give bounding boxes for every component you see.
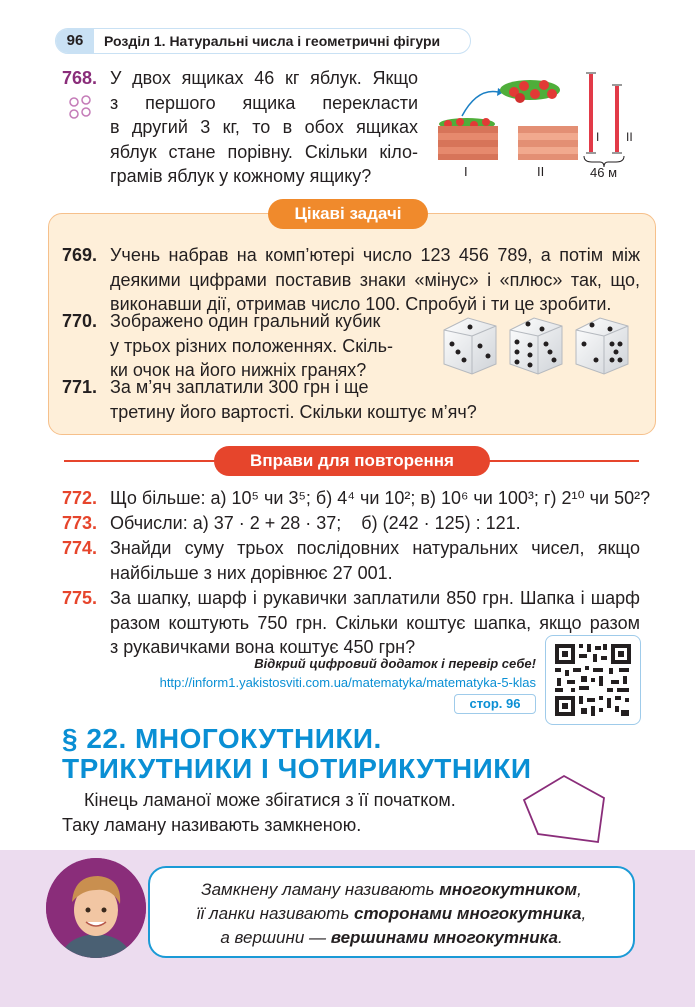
task-772-text: Що більше: а) 10⁵ чи 3⁵; б) 4⁴ чи 10²; в) 10⁶ чи 100³; г) 2¹⁰ чи 50²? (110, 488, 651, 508)
qr-code-icon (553, 642, 633, 718)
task-769-text: Учень набрав на комп’ютері число 123 456 789, а потім між деякими цифрами поставив знаки «мінус» і «плюс» так, що, виконавши дії, отримав число 100. Спробуй і ти це зробити. (110, 245, 640, 314)
task-770-number: 770. (62, 311, 98, 331)
pentagon-figure (518, 772, 610, 848)
task-768-text: У двох ящиках 46 кг яблук. Якщо з першого ящика перекласти в другий 3 кг, то в обох ящиках яблук стане порівну. Скільки кіло- грамів яблук у кожному ящику? (110, 68, 418, 186)
task-771-text: За м’яч заплатили 300 грн і ще третину його вартості. Скільки коштує м’яч? (110, 377, 477, 422)
bar-total-label: 46 м (590, 165, 618, 180)
section-title: § 22. МНОГОКУТНИКИ. ТРИКУТНИКИ І ЧОТИРИКУТНИКИ (62, 723, 532, 784)
crate-label-2: II (537, 164, 545, 179)
task-775-text: За шапку, шарф і рукавички заплатили 850 грн. Шапка і шарф разом коштують 750 грн. Скільки коштує шапка, якщо разом з рукавичками вона коштує 450 грн? (110, 588, 640, 657)
task-771-number: 771. (62, 377, 98, 397)
bar-diagram-illustration (578, 70, 638, 170)
page-header (55, 28, 471, 54)
die-2 (510, 318, 562, 374)
task-773-text: Обчисли: а) 37 · 2 + 28 · 37; б) (242 · 125) : 121. (110, 513, 521, 533)
task-774-text: Знайди суму трьох послідовних натуральних чисел, якщо найбільше з них дорівнює 27 001. (110, 538, 640, 583)
boy-avatar (46, 858, 146, 958)
apple-crates-illustration (432, 70, 582, 180)
chapter-title: Розділ 1. Натуральні числа і геометричні фігури (104, 33, 441, 49)
qr-code-frame[interactable] (545, 635, 641, 725)
task-770-text: Зображено один гральний кубик у трьох різних положеннях. Скіль- ки очок на його нижніх гранях? (110, 311, 394, 380)
task-773-number: 773. (62, 513, 98, 533)
bar-label-1: I (596, 130, 600, 144)
die-1 (444, 318, 496, 374)
task-775-number: 775. (62, 588, 98, 608)
interesting-tasks-title: Цікаві задачі (268, 199, 428, 229)
page-number: 96 (56, 29, 94, 53)
bar-label-2: II (626, 130, 633, 144)
review-title: Вправи для повторення (214, 446, 490, 476)
digital-app-link[interactable]: http://inform1.yakistosviti.com.ua/matematyka/matematyka-5-klas (159, 675, 536, 690)
task-774-number: 774. (62, 538, 98, 558)
section-intro: Кінець ламаної може збігатися з її початком. Таку ламану називають замкненою. (62, 790, 456, 835)
boy-face-icon (46, 858, 146, 958)
task-768-number: 768. (62, 68, 98, 88)
crate-label-1: I (464, 164, 468, 179)
digital-app-prompt: Відкрий цифровий додаток і перевір себе! (254, 656, 536, 671)
task-772-number: 772. (62, 488, 98, 508)
die-3 (576, 318, 628, 374)
group-work-icon (66, 94, 94, 120)
definition-bubble: Замкнену ламану називають многокутником, її ланки називають сторонами многокутника, а вершини — вершинами многокутника. (148, 866, 635, 958)
page-reference-badge[interactable]: стор. 96 (454, 694, 536, 714)
dice-illustration (438, 312, 630, 378)
task-769-number: 769. (62, 245, 98, 265)
